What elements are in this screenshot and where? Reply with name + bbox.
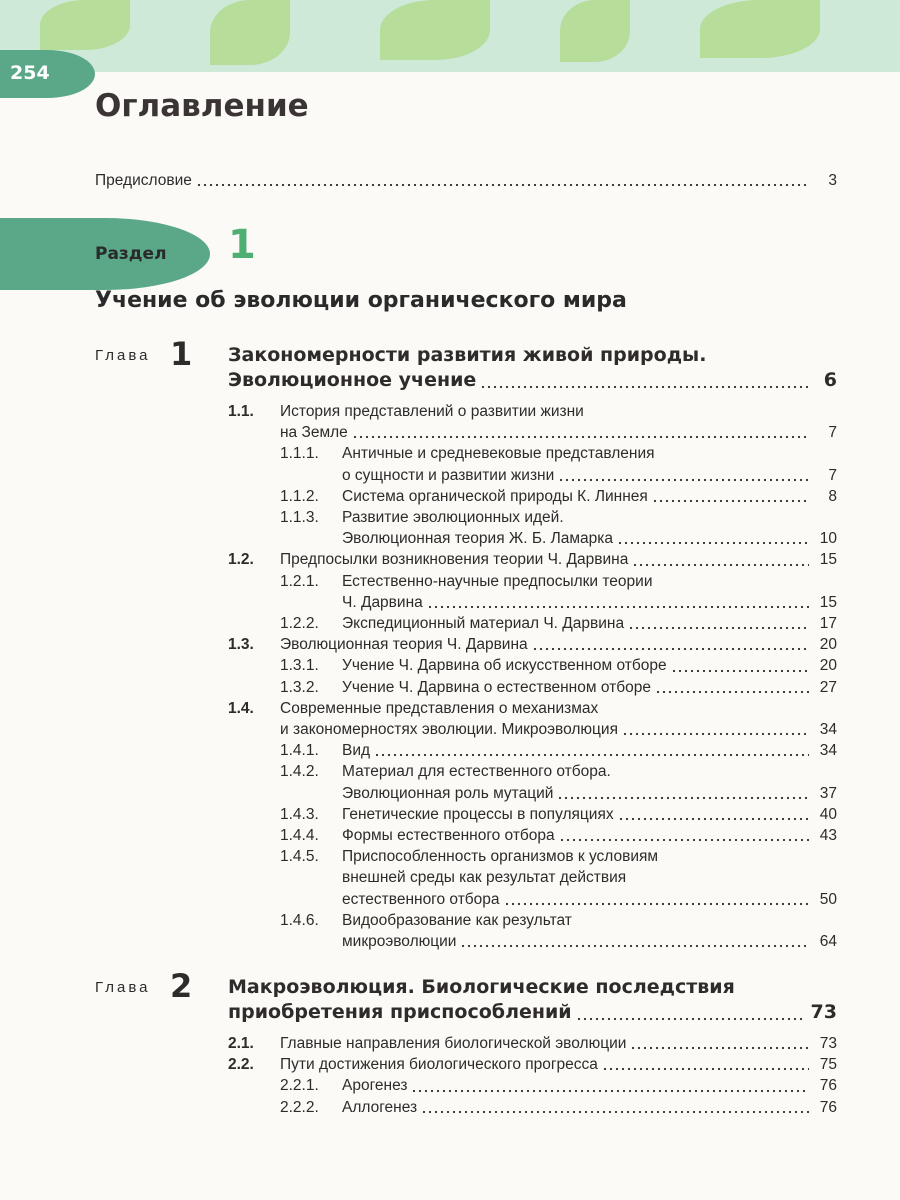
entry-body xyxy=(342,804,837,825)
entry-page: 76 xyxy=(819,1077,837,1095)
entry-number: 1.4.3. xyxy=(280,805,319,823)
toc-entry[interactable] xyxy=(228,549,837,570)
entry-line xyxy=(342,804,837,825)
dot-leader xyxy=(460,931,809,952)
entry-line xyxy=(342,889,837,910)
entry-number: 2.2.1. xyxy=(280,1077,319,1095)
entry-page: 43 xyxy=(819,827,837,845)
dot-leader xyxy=(352,422,809,443)
entry-page: 76 xyxy=(819,1098,837,1116)
entry-number: 2.2.2. xyxy=(280,1098,319,1116)
entry-line xyxy=(342,867,837,888)
entry-line xyxy=(228,1000,837,1025)
entry-body xyxy=(342,740,837,761)
entry-text: Арогенез xyxy=(342,1077,408,1095)
toc-entry[interactable] xyxy=(228,1033,837,1054)
entry-text: Античные и средневековые представления xyxy=(342,445,655,463)
entry-page: 64 xyxy=(819,933,837,951)
entry-number: 1.3. xyxy=(228,636,254,654)
entry-number: 1.4. xyxy=(228,699,254,717)
dot-leader xyxy=(628,613,809,634)
entry-text: Учение Ч. Дарвина о естественном отборе xyxy=(342,678,651,696)
entry-line xyxy=(228,368,837,393)
chapter-number: 2 xyxy=(170,967,193,1005)
dot-leader xyxy=(655,677,809,698)
entry-body xyxy=(280,549,837,570)
toc-entry[interactable] xyxy=(228,507,837,549)
decorative-leaf-banner xyxy=(0,0,900,72)
entry-number: 1.1.3. xyxy=(280,509,319,527)
entry-text: Закономерности развития живой природы. xyxy=(228,344,707,366)
toc-entry[interactable] xyxy=(228,804,837,825)
entry-line xyxy=(342,931,837,952)
entry-line xyxy=(342,761,837,782)
entry-line xyxy=(342,571,837,592)
entry-body xyxy=(280,1033,837,1054)
entry-number: 1.4.4. xyxy=(280,827,319,845)
dot-leader xyxy=(504,889,809,910)
entry-line xyxy=(342,613,837,634)
entry-page: 37 xyxy=(819,784,837,802)
entry-line xyxy=(342,740,837,761)
entry-number: 1.1.1. xyxy=(280,445,319,463)
entry-page: 75 xyxy=(819,1056,837,1074)
entry-line xyxy=(342,507,837,528)
entry-number: 1.2.2. xyxy=(280,615,319,633)
entry-text: на Земле xyxy=(280,424,348,442)
entry-body xyxy=(342,846,837,910)
entry-text: Материал для естественного отбора. xyxy=(342,763,611,781)
entry-number: 1.1.2. xyxy=(280,487,319,505)
entry-body xyxy=(342,825,837,846)
entry-line xyxy=(342,910,837,931)
toc-entry-preface[interactable] xyxy=(95,170,837,191)
entry-text: Эволюционная теория Ж. Б. Ламарка xyxy=(342,530,614,548)
dot-leader xyxy=(652,486,809,507)
entry-line xyxy=(342,655,837,676)
entry-line xyxy=(280,1054,837,1075)
entry-line xyxy=(280,698,837,719)
entry-body xyxy=(342,761,837,803)
toc-entry[interactable] xyxy=(228,825,837,846)
entry-text: Учение Ч. Дарвина об искусственном отборе xyxy=(342,657,667,675)
entry-text: Эволюционная теория Ч. Дарвина xyxy=(280,636,528,654)
entry-page: 7 xyxy=(828,424,837,442)
entry-number: 2.1. xyxy=(228,1035,254,1052)
toc-entry[interactable] xyxy=(228,486,837,507)
entry-body xyxy=(342,486,837,507)
entry-text: Аллогенез xyxy=(342,1098,418,1116)
entry-text: Пути достижения биологического прогресса xyxy=(280,1056,598,1074)
entry-text: Главные направления биологической эволюции xyxy=(280,1035,627,1052)
dot-leader xyxy=(671,655,809,676)
entry-text: Эволюционное учение xyxy=(228,369,477,391)
toc-entry[interactable] xyxy=(228,698,837,740)
dot-leader xyxy=(622,719,809,740)
entry-line xyxy=(342,825,837,846)
entry-line xyxy=(228,343,837,368)
entry-body xyxy=(342,655,837,676)
entry-page: 3 xyxy=(828,172,837,189)
entry-line xyxy=(228,975,837,1000)
entry-line xyxy=(342,1075,837,1096)
entry-body xyxy=(342,613,837,634)
entry-line xyxy=(342,443,837,464)
entry-line xyxy=(342,486,837,507)
entry-text: Эволюционная роль мутаций xyxy=(342,784,554,802)
entry-page: 34 xyxy=(819,721,837,739)
entry-line xyxy=(342,528,837,549)
dot-leader xyxy=(374,740,809,761)
dot-leader xyxy=(532,634,809,655)
chapter-label: Глава xyxy=(95,347,151,364)
entry-page: 27 xyxy=(819,678,837,696)
toc-entry[interactable] xyxy=(228,613,837,634)
chapter-entries xyxy=(228,1033,837,1118)
dot-leader xyxy=(618,804,809,825)
entry-number: 1.2. xyxy=(228,551,254,569)
entry-text: внешней среды как результат действия xyxy=(342,869,627,887)
toc-entry[interactable] xyxy=(228,655,837,676)
entry-page: 20 xyxy=(819,636,837,654)
entry-page: 10 xyxy=(819,530,837,548)
dot-leader xyxy=(576,1000,805,1025)
chapter-title[interactable] xyxy=(228,975,837,1025)
entry-page: 20 xyxy=(819,657,837,675)
entry-number: 1.4.5. xyxy=(280,848,319,866)
entry-page: 73 xyxy=(810,1001,837,1023)
entry-text: Ч. Дарвина xyxy=(342,593,423,611)
dot-leader xyxy=(411,1075,809,1096)
entry-body xyxy=(280,634,837,655)
chapter-1 xyxy=(95,335,837,952)
entry-line xyxy=(342,846,837,867)
section-label: Раздел xyxy=(95,244,167,264)
entry-body xyxy=(342,1097,837,1118)
entry-body xyxy=(342,507,837,549)
entry-page: 15 xyxy=(819,593,837,611)
entry-number: 1.1. xyxy=(228,403,254,420)
entry-page: 17 xyxy=(819,615,837,633)
toc-entry[interactable] xyxy=(228,761,837,803)
chapter-entries xyxy=(228,401,837,952)
entry-page: 73 xyxy=(819,1035,837,1052)
entry-body xyxy=(280,1054,837,1075)
entry-body xyxy=(342,571,837,613)
entry-text: Генетические процессы в популяциях xyxy=(342,805,614,823)
entry-page: 6 xyxy=(823,369,837,391)
dot-leader xyxy=(559,825,809,846)
dot-leader xyxy=(632,549,809,570)
dot-leader xyxy=(602,1054,809,1075)
entry-number: 1.4.2. xyxy=(280,763,319,781)
chapter-label: Глава xyxy=(95,979,151,996)
entry-number: 1.4.6. xyxy=(280,911,319,929)
dot-leader xyxy=(427,592,809,613)
toc-entry[interactable] xyxy=(228,571,837,613)
entry-line xyxy=(280,549,837,570)
chapter-number: 1 xyxy=(170,335,193,373)
toc-entry[interactable] xyxy=(228,677,837,698)
toc-entry[interactable] xyxy=(228,1054,837,1075)
toc-entry[interactable] xyxy=(228,634,837,655)
dot-leader xyxy=(421,1097,809,1118)
toc-entry[interactable] xyxy=(228,740,837,761)
entry-text: Макроэволюция. Биологические последствия xyxy=(228,976,735,998)
dot-leader xyxy=(557,783,809,804)
entry-text: естественного отбора xyxy=(342,890,500,908)
section-title: Учение об эволюции органического мира xyxy=(95,288,627,313)
entry-body xyxy=(342,443,837,485)
entry-line xyxy=(342,592,837,613)
chapter-2 xyxy=(95,967,837,1118)
entry-body xyxy=(280,698,837,740)
section-number: 1 xyxy=(228,222,256,268)
entry-line xyxy=(342,465,837,486)
entry-number: 1.3.1. xyxy=(280,657,319,675)
entry-text: Предпосылки возникновения теории Ч. Дарвина xyxy=(280,551,629,569)
toc-entry[interactable] xyxy=(228,1075,837,1096)
entry-line xyxy=(342,783,837,804)
page-title: Оглавление xyxy=(95,88,309,124)
dot-leader xyxy=(480,368,809,393)
entry-text: Формы естественного отбора xyxy=(342,827,555,845)
dot-leader xyxy=(630,1033,809,1054)
entry-line xyxy=(280,422,837,443)
entry-text: приобретения приспособлений xyxy=(228,1001,572,1023)
entry-text: микроэволюции xyxy=(342,933,457,951)
entry-body xyxy=(280,401,837,443)
entry-body xyxy=(342,1075,837,1096)
entry-text: История представлений о развитии жизни xyxy=(280,403,584,420)
toc-entry[interactable] xyxy=(228,443,837,485)
entry-text: и закономерностях эволюции. Микроэволюция xyxy=(280,721,618,739)
toc-entry[interactable] xyxy=(228,1097,837,1118)
entry-number: 1.2.1. xyxy=(280,572,319,590)
entry-body xyxy=(342,677,837,698)
dot-leader xyxy=(558,465,809,486)
entry-line xyxy=(280,634,837,655)
dot-leader xyxy=(617,528,809,549)
entry-text: Вид xyxy=(342,742,371,760)
entry-line xyxy=(280,1033,837,1054)
entry-line xyxy=(342,677,837,698)
entry-line xyxy=(342,1097,837,1118)
dot-leader xyxy=(196,170,809,191)
entry-page: 8 xyxy=(828,487,837,505)
entry-page: 34 xyxy=(819,742,837,760)
entry-text: Современные представления о механизмах xyxy=(280,699,599,717)
entry-text: Развитие эволюционных идей. xyxy=(342,509,564,527)
toc-entry[interactable] xyxy=(228,910,837,952)
entry-text: о сущности и развитии жизни xyxy=(342,466,555,484)
entry-text: Экспедиционный материал Ч. Дарвина xyxy=(342,615,625,633)
toc-entry[interactable] xyxy=(228,401,837,443)
entry-page: 7 xyxy=(828,466,837,484)
entry-number: 1.3.2. xyxy=(280,678,319,696)
entry-text: Система органической природы К. Линнея xyxy=(342,487,648,505)
toc-entry[interactable] xyxy=(228,846,837,910)
entry-page: 15 xyxy=(819,551,837,569)
entry-page: 40 xyxy=(819,805,837,823)
entry-line xyxy=(280,401,837,422)
entry-line xyxy=(280,719,837,740)
entry-text: Приспособленность организмов к условиям xyxy=(342,848,659,866)
chapter-title[interactable] xyxy=(228,343,837,393)
entry-number: 2.2. xyxy=(228,1056,254,1074)
entry-number: 1.4.1. xyxy=(280,742,319,760)
entry-text: Видообразование как результат xyxy=(342,911,572,929)
entry-text: Естественно-научные предпосылки теории xyxy=(342,572,653,590)
page-number: 254 xyxy=(10,62,50,84)
entry-label: Предисловие xyxy=(95,172,192,189)
entry-body xyxy=(342,910,837,952)
entry-page: 50 xyxy=(819,890,837,908)
